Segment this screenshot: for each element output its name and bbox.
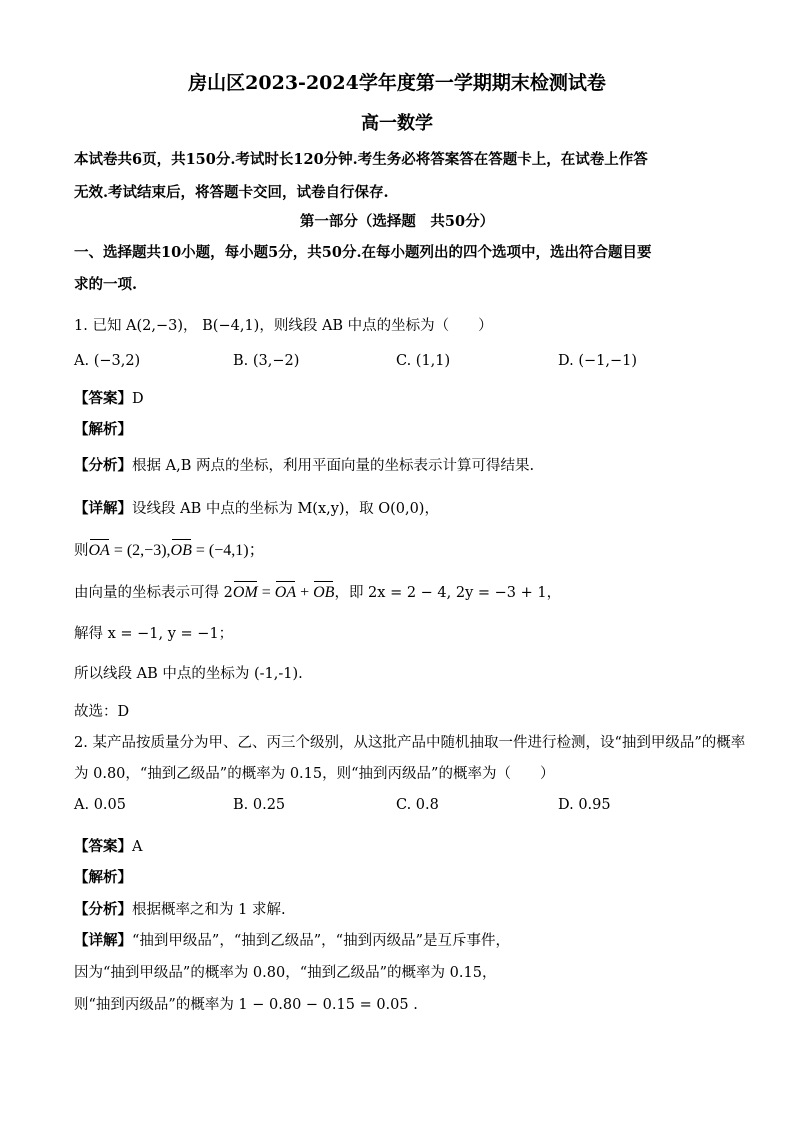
q1-detail-5: 所以线段 AB 中点的坐标为 (-1,-1). (74, 666, 303, 682)
q1-detail-1 (74, 500, 439, 518)
q2-answer (74, 838, 142, 856)
q2-analysis-tag: 【解析】 (74, 869, 132, 886)
q1-option-c: C. (1,1) (396, 353, 451, 369)
q1-answer (74, 390, 144, 408)
q2-detail-1 (74, 932, 510, 950)
q1-detail-2-prefix: 则 (74, 543, 89, 559)
vector-ob: OB (170, 542, 192, 559)
q1-detail-3-eq: = (257, 584, 275, 601)
part1-instruction-1: 一、选择题共10小题，每小题5分，共50分.在每小题列出的四个选项中，选出符合题目要 (74, 244, 652, 261)
vector-om: OM (232, 584, 258, 601)
part1-heading: 第一部分（选择题 共50分） (299, 213, 495, 230)
q2-option-c: C. 0.8 (396, 797, 439, 813)
exam-title: 房山区2023-2024学年度第一学期期末检测试卷 (188, 72, 606, 94)
q2-stem-1: 2. 某产品按质量分为甲、乙、丙三个级别，从这批产品中随机抽取一件进行检测，设“抽到甲级品”的概率 (74, 735, 746, 751)
q1-detail-2-end: = (−4,1)； (191, 542, 265, 559)
vector-ob-2: OB (313, 584, 335, 601)
q2-option-a: A. 0.05 (74, 797, 126, 813)
q1-detail-4: 解得 x = −1, y = −1； (74, 626, 234, 642)
vector-oa: OA (88, 542, 110, 559)
part1-instruction-2: 求的一项. (74, 276, 138, 293)
q1-answer-value: D (132, 391, 144, 407)
q1-analysis-tag: 【解析】 (74, 421, 132, 438)
q2-fenxi (74, 901, 286, 919)
intro-line-2: 无效.考试结束后，将答题卡交回，试卷自行保存. (74, 184, 389, 201)
q2-answer-tag: 【答案】 (74, 838, 132, 855)
q1-detail-3-plus: + (296, 584, 314, 601)
q1-fenxi-text: 根据 A,B 两点的坐标，利用平面向量的坐标表示计算可得结果. (132, 458, 535, 474)
q2-detail-tag: 【详解】 (74, 932, 132, 949)
q2-stem-2: 为 0.80，“抽到乙级品”的概率为 0.15，则“抽到丙级品”的概率为（ ） (74, 766, 555, 782)
q2-answer-value: A (132, 839, 143, 855)
q1-option-b: B. (3,−2) (233, 353, 300, 369)
q2-option-d: D. 0.95 (558, 797, 611, 813)
q1-option-d: D. (−1,−1) (558, 353, 637, 369)
q1-option-a: A. (−3,2) (74, 353, 141, 369)
q2-detail-3: 则“抽到丙级品”的概率为 1 − 0.80 − 0.15 = 0.05 . (74, 997, 418, 1013)
q2-detail-2: 因为“抽到甲级品”的概率为 0.80，“抽到乙级品”的概率为 0.15， (74, 965, 497, 981)
q2-option-b: B. 0.25 (233, 797, 286, 813)
vector-oa-2: OA (274, 584, 297, 601)
q1-detail-2-mid: = (2,−3), (109, 542, 171, 559)
intro-line-1: 本试卷共6页，共150分.考试时长120分钟.考生务必将答案答在答题卡上，在试卷上作答 (74, 151, 648, 168)
q2-fenxi-tag: 【分析】 (74, 901, 132, 918)
q1-detail-1-text: 设线段 AB 中点的坐标为 M(x,y)，取 O(0,0)， (132, 501, 439, 517)
q1-stem: 1. 已知 A(2,−3)， B(−4,1)，则线段 AB 中点的坐标为（ ） (74, 318, 493, 334)
q1-choose: 故选：D (74, 704, 130, 720)
q1-answer-tag: 【答案】 (74, 390, 132, 407)
exam-subtitle: 高一数学 (361, 113, 433, 134)
q1-detail-2 (74, 542, 265, 560)
q1-fenxi-tag: 【分析】 (74, 457, 132, 474)
q2-detail-1-text: “抽到甲级品”，“抽到乙级品”，“抽到丙级品”是互斥事件， (132, 933, 510, 949)
q1-detail-tag: 【详解】 (74, 500, 132, 517)
q1-detail-3-prefix: 由向量的坐标表示可得 2 (74, 585, 233, 601)
q2-fenxi-text: 根据概率之和为 1 求解. (132, 902, 286, 918)
q1-detail-3-end: ，即 2x = 2 − 4, 2y = −3 + 1， (334, 585, 562, 601)
q1-fenxi (74, 457, 534, 475)
q1-detail-3 (74, 584, 561, 602)
